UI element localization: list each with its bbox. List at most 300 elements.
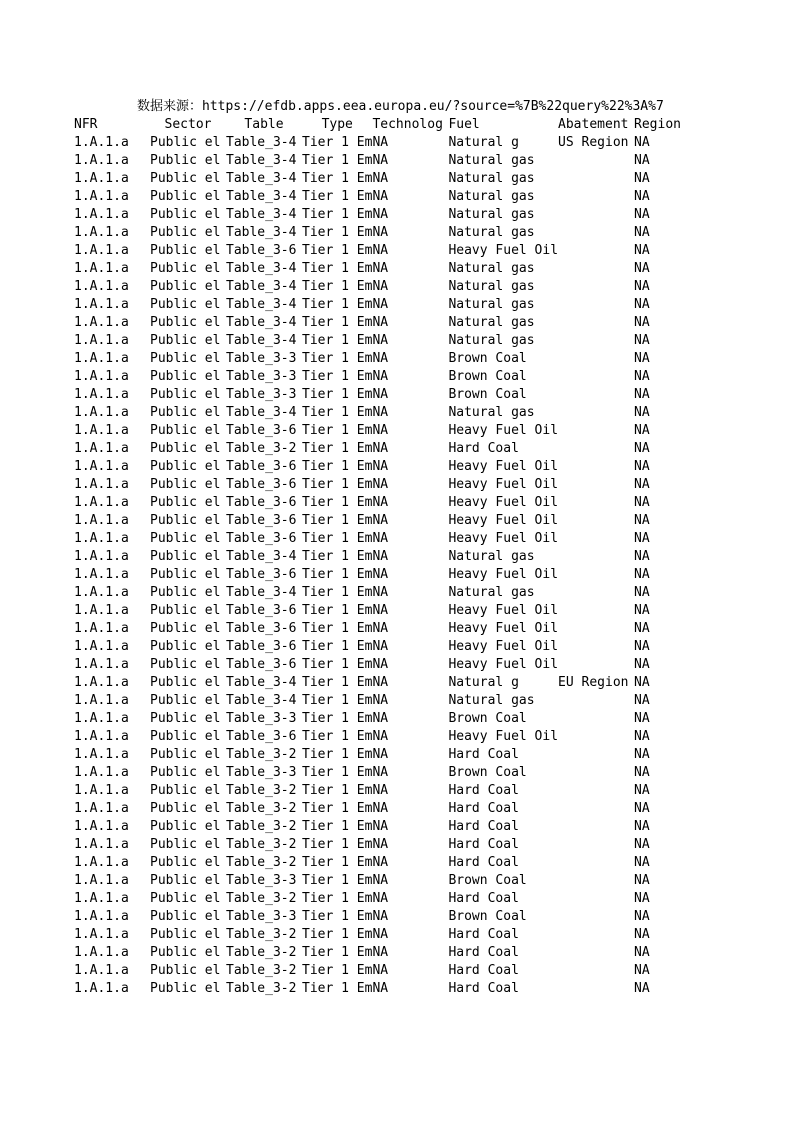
cell-type: Tier 1 Em: [302, 315, 373, 330]
cell-technology: NA: [372, 693, 389, 708]
cell-fuel: Hard Coal: [448, 963, 519, 978]
cell-sector: Public el: [150, 549, 221, 564]
cell-fuel: Natural gas: [448, 585, 535, 600]
cell-type: Tier 1 Em: [302, 513, 373, 528]
cell-region: NA: [634, 153, 650, 168]
cell-technology: NA: [372, 639, 389, 654]
cell-table: Table_3-4: [226, 207, 297, 222]
cell-table: Table_3-6: [226, 657, 297, 672]
cell-type: Tier 1 Em: [302, 405, 373, 420]
cell-sector: Public el: [150, 297, 221, 312]
cell-region: NA: [634, 369, 650, 384]
cell-type: Tier 1 Em: [302, 747, 373, 762]
cell-sector: Public el: [150, 693, 221, 708]
table-row: [74, 260, 704, 278]
table-row: [74, 368, 704, 386]
cell-region: NA: [634, 495, 650, 510]
cell-region: NA: [634, 387, 650, 402]
table-row: [74, 962, 704, 980]
cell-nfr: 1.A.1.a: [74, 315, 129, 330]
cell-technology: NA: [372, 405, 389, 420]
cell-fuel: Heavy Fuel Oil: [448, 657, 559, 672]
cell-nfr: 1.A.1.a: [74, 495, 129, 510]
cell-nfr: 1.A.1.a: [74, 873, 129, 888]
cell-abatement: [558, 260, 634, 278]
cell-fuel: Heavy Fuel Oil: [448, 495, 559, 510]
cell-sector: Public el: [150, 207, 221, 222]
cell-abatement: [558, 764, 634, 782]
cell-nfr: 1.A.1.a: [74, 909, 129, 924]
cell-nfr: 1.A.1.a: [74, 729, 129, 744]
cell-table: Table_3-2: [226, 927, 297, 942]
cell-table: Table_3-6: [226, 567, 297, 582]
cell-nfr: 1.A.1.a: [74, 855, 129, 870]
cell-sector: Public el: [150, 603, 221, 618]
cell-nfr: 1.A.1.a: [74, 819, 129, 834]
cell-type: Tier 1 Em: [302, 891, 373, 906]
header-fuel: Fuel: [448, 117, 480, 132]
cell-technology: NA: [372, 783, 389, 798]
cell-nfr: 1.A.1.a: [74, 765, 129, 780]
cell-fuel: Brown Coal: [448, 369, 527, 384]
cell-nfr: 1.A.1.a: [74, 243, 129, 258]
cell-abatement: [558, 890, 634, 908]
cell-technology: NA: [372, 369, 389, 384]
cell-technology: NA: [372, 297, 389, 312]
cell-region: NA: [634, 963, 650, 978]
cell-abatement: [558, 548, 634, 566]
cell-abatement: [558, 638, 634, 656]
cell-region: NA: [634, 855, 650, 870]
cell-fuel: Natural gas: [448, 225, 535, 240]
cell-fuel: Natural gas: [448, 333, 535, 348]
cell-abatement: [558, 818, 634, 836]
cell-nfr: 1.A.1.a: [74, 423, 129, 438]
cell-technology: NA: [372, 513, 389, 528]
cell-abatement: [558, 728, 634, 746]
table-row: [74, 296, 704, 314]
header-table: Table: [244, 117, 284, 132]
cell-type: Tier 1 Em: [302, 369, 373, 384]
table-row: [74, 872, 704, 890]
table-row: [74, 818, 704, 836]
cell-technology: NA: [372, 423, 389, 438]
cell-abatement: [558, 872, 634, 890]
cell-table: Table_3-2: [226, 855, 297, 870]
cell-abatement: [558, 656, 634, 674]
cell-technology: NA: [372, 261, 389, 276]
cell-sector: Public el: [150, 333, 221, 348]
cell-sector: Public el: [150, 837, 221, 852]
table-row: [74, 674, 704, 692]
cell-technology: NA: [372, 855, 389, 870]
cell-nfr: 1.A.1.a: [74, 261, 129, 276]
cell-sector: Public el: [150, 855, 221, 870]
cell-region: NA: [634, 207, 650, 222]
cell-nfr: 1.A.1.a: [74, 459, 129, 474]
cell-type: Tier 1 Em: [302, 333, 373, 348]
cell-region: NA: [634, 837, 650, 852]
cell-nfr: 1.A.1.a: [74, 945, 129, 960]
cell-sector: Public el: [150, 261, 221, 276]
cell-technology: NA: [372, 567, 389, 582]
cell-nfr: 1.A.1.a: [74, 477, 129, 492]
cell-type: Tier 1 Em: [302, 909, 373, 924]
table-row: [74, 638, 704, 656]
cell-type: Tier 1 Em: [302, 207, 373, 222]
table-row: [74, 332, 704, 350]
cell-nfr: 1.A.1.a: [74, 963, 129, 978]
cell-region: NA: [634, 333, 650, 348]
cell-type: Tier 1 Em: [302, 477, 373, 492]
table-row: [74, 386, 704, 404]
cell-abatement: [558, 368, 634, 386]
cell-technology: NA: [372, 315, 389, 330]
cell-region: NA: [634, 693, 650, 708]
cell-type: Tier 1 Em: [302, 963, 373, 978]
cell-type: Tier 1 Em: [302, 171, 373, 186]
cell-nfr: 1.A.1.a: [74, 207, 129, 222]
table-row: [74, 620, 704, 638]
table-row: [74, 494, 704, 512]
cell-type: Tier 1 Em: [302, 225, 373, 240]
cell-fuel: Heavy Fuel Oil: [448, 639, 559, 654]
table-row: [74, 836, 704, 854]
cell-fuel: Hard Coal: [448, 747, 519, 762]
cell-fuel: Heavy Fuel Oil: [448, 729, 559, 744]
cell-fuel: Heavy Fuel Oil: [448, 621, 559, 636]
cell-fuel: Hard Coal: [448, 801, 519, 816]
table-row: [74, 188, 704, 206]
cell-type: Tier 1 Em: [302, 729, 373, 744]
cell-nfr: 1.A.1.a: [74, 405, 129, 420]
cell-table: Table_3-4: [226, 333, 297, 348]
cell-abatement: [558, 476, 634, 494]
table-row: [74, 404, 704, 422]
cell-region: NA: [634, 405, 650, 420]
cell-sector: Public el: [150, 153, 221, 168]
cell-fuel: Brown Coal: [448, 765, 527, 780]
cell-table: Table_3-2: [226, 441, 297, 456]
cell-nfr: 1.A.1.a: [74, 369, 129, 384]
cell-type: Tier 1 Em: [302, 783, 373, 798]
cell-sector: Public el: [150, 981, 221, 996]
cell-fuel: Natural gas: [448, 693, 535, 708]
cell-table: Table_3-6: [226, 477, 297, 492]
cell-technology: NA: [372, 729, 389, 744]
cell-region: NA: [634, 279, 650, 294]
cell-abatement: [558, 278, 634, 296]
cell-type: Tier 1 Em: [302, 441, 373, 456]
cell-sector: Public el: [150, 927, 221, 942]
cell-sector: Public el: [150, 711, 221, 726]
cell-type: Tier 1 Em: [302, 927, 373, 942]
cell-nfr: 1.A.1.a: [74, 351, 129, 366]
cell-nfr: 1.A.1.a: [74, 711, 129, 726]
cell-abatement: [558, 188, 634, 206]
cell-nfr: 1.A.1.a: [74, 585, 129, 600]
cell-abatement: EU Region: [558, 675, 629, 690]
cell-table: Table_3-2: [226, 945, 297, 960]
cell-table: Table_3-4: [226, 153, 297, 168]
cell-sector: Public el: [150, 171, 221, 186]
cell-type: Tier 1 Em: [302, 819, 373, 834]
cell-abatement: [558, 602, 634, 620]
cell-region: NA: [634, 459, 650, 474]
cell-table: Table_3-4: [226, 225, 297, 240]
cell-abatement: [558, 332, 634, 350]
header-type: Type: [321, 117, 353, 132]
cell-table: Table_3-3: [226, 369, 297, 384]
cell-fuel: Hard Coal: [448, 855, 519, 870]
cell-region: NA: [634, 585, 650, 600]
cell-region: NA: [634, 945, 650, 960]
cell-abatement: [558, 242, 634, 260]
cell-type: Tier 1 Em: [302, 549, 373, 564]
cell-region: NA: [634, 171, 650, 186]
table-row: [74, 314, 704, 332]
cell-sector: Public el: [150, 747, 221, 762]
cell-table: Table_3-4: [226, 261, 297, 276]
cell-fuel: Hard Coal: [448, 891, 519, 906]
cell-table: Table_3-6: [226, 729, 297, 744]
cell-sector: Public el: [150, 387, 221, 402]
cell-nfr: 1.A.1.a: [74, 387, 129, 402]
cell-technology: NA: [372, 243, 389, 258]
cell-abatement: [558, 206, 634, 224]
cell-table: Table_3-3: [226, 387, 297, 402]
cell-sector: Public el: [150, 675, 221, 690]
cell-abatement: [558, 710, 634, 728]
cell-type: Tier 1 Em: [302, 243, 373, 258]
cell-abatement: [558, 314, 634, 332]
cell-technology: NA: [372, 351, 389, 366]
cell-fuel: Natural gas: [448, 405, 535, 420]
cell-technology: NA: [372, 549, 389, 564]
cell-technology: NA: [372, 801, 389, 816]
cell-abatement: [558, 746, 634, 764]
cell-type: Tier 1 Em: [302, 639, 373, 654]
cell-region: NA: [634, 567, 650, 582]
cell-sector: Public el: [150, 621, 221, 636]
cell-sector: Public el: [150, 819, 221, 834]
cell-region: NA: [634, 711, 650, 726]
cell-region: NA: [634, 189, 650, 204]
cell-nfr: 1.A.1.a: [74, 837, 129, 852]
cell-region: NA: [634, 765, 650, 780]
header-row: [74, 116, 704, 134]
cell-sector: Public el: [150, 495, 221, 510]
cell-table: Table_3-6: [226, 513, 297, 528]
cell-region: NA: [634, 981, 650, 996]
table-row: [74, 926, 704, 944]
header-abatement: Abatement: [558, 117, 629, 132]
cell-sector: Public el: [150, 801, 221, 816]
cell-region: NA: [634, 243, 650, 258]
cell-type: Tier 1 Em: [302, 765, 373, 780]
table-row: [74, 764, 704, 782]
cell-sector: Public el: [150, 459, 221, 474]
cell-table: Table_3-6: [226, 495, 297, 510]
cell-fuel: Brown Coal: [448, 387, 527, 402]
cell-nfr: 1.A.1.a: [74, 657, 129, 672]
table-row: [74, 530, 704, 548]
cell-fuel: Natural gas: [448, 171, 535, 186]
table-row: [74, 710, 704, 728]
table-row: [74, 440, 704, 458]
cell-technology: NA: [372, 909, 389, 924]
cell-abatement: [558, 512, 634, 530]
cell-nfr: 1.A.1.a: [74, 639, 129, 654]
cell-nfr: 1.A.1.a: [74, 189, 129, 204]
cell-technology: NA: [372, 333, 389, 348]
cell-fuel: Hard Coal: [448, 783, 519, 798]
cell-region: NA: [634, 315, 650, 330]
cell-abatement: [558, 170, 634, 188]
cell-technology: NA: [372, 621, 389, 636]
cell-type: Tier 1 Em: [302, 189, 373, 204]
table-row: [74, 854, 704, 872]
cell-region: NA: [634, 657, 650, 672]
cell-fuel: Hard Coal: [448, 441, 519, 456]
cell-region: NA: [634, 351, 650, 366]
cell-abatement: [558, 584, 634, 602]
table-row: [74, 458, 704, 476]
cell-abatement: [558, 350, 634, 368]
cell-type: Tier 1 Em: [302, 711, 373, 726]
cell-sector: Public el: [150, 441, 221, 456]
header-technology: Technolog: [372, 117, 443, 132]
cell-nfr: 1.A.1.a: [74, 441, 129, 456]
cell-abatement: [558, 404, 634, 422]
cell-technology: NA: [372, 279, 389, 294]
table-row: [74, 800, 704, 818]
cell-abatement: [558, 692, 634, 710]
cell-sector: Public el: [150, 909, 221, 924]
cell-technology: NA: [372, 981, 389, 996]
cell-fuel: Brown Coal: [448, 711, 527, 726]
cell-fuel: Heavy Fuel Oil: [448, 459, 559, 474]
cell-fuel: Hard Coal: [448, 981, 519, 996]
cell-abatement: [558, 854, 634, 872]
cell-region: NA: [634, 621, 650, 636]
cell-region: NA: [634, 747, 650, 762]
cell-technology: NA: [372, 675, 389, 690]
cell-technology: NA: [372, 531, 389, 546]
cell-abatement: [558, 458, 634, 476]
cell-technology: NA: [372, 207, 389, 222]
cell-sector: Public el: [150, 405, 221, 420]
cell-region: NA: [634, 549, 650, 564]
cell-sector: Public el: [150, 729, 221, 744]
cell-nfr: 1.A.1.a: [74, 981, 129, 996]
cell-type: Tier 1 Em: [302, 153, 373, 168]
cell-sector: Public el: [150, 783, 221, 798]
cell-technology: NA: [372, 837, 389, 852]
cell-fuel: Heavy Fuel Oil: [448, 531, 559, 546]
cell-table: Table_3-3: [226, 873, 297, 888]
cell-sector: Public el: [150, 423, 221, 438]
cell-technology: NA: [372, 873, 389, 888]
cell-technology: NA: [372, 711, 389, 726]
table-row: [74, 746, 704, 764]
cell-region: NA: [634, 801, 650, 816]
cell-sector: Public el: [150, 891, 221, 906]
cell-technology: NA: [372, 189, 389, 204]
cell-fuel: Heavy Fuel Oil: [448, 567, 559, 582]
cell-technology: NA: [372, 945, 389, 960]
cell-region: NA: [634, 927, 650, 942]
cell-table: Table_3-6: [226, 459, 297, 474]
cell-region: NA: [634, 441, 650, 456]
cell-fuel: Brown Coal: [448, 909, 527, 924]
cell-table: Table_3-3: [226, 765, 297, 780]
cell-abatement: [558, 386, 634, 404]
cell-sector: Public el: [150, 369, 221, 384]
cell-fuel: Hard Coal: [448, 945, 519, 960]
cell-technology: NA: [372, 153, 389, 168]
cell-region: NA: [634, 513, 650, 528]
cell-type: Tier 1 Em: [302, 387, 373, 402]
cell-type: Tier 1 Em: [302, 801, 373, 816]
cell-fuel: Brown Coal: [448, 351, 527, 366]
cell-fuel: Natural gas: [448, 207, 535, 222]
cell-abatement: [558, 566, 634, 584]
cell-region: NA: [634, 423, 650, 438]
cell-table: Table_3-6: [226, 621, 297, 636]
cell-technology: NA: [372, 225, 389, 240]
cell-sector: Public el: [150, 945, 221, 960]
cell-table: Table_3-6: [226, 639, 297, 654]
cell-sector: Public el: [150, 765, 221, 780]
table-row: [74, 584, 704, 602]
cell-region: NA: [634, 225, 650, 240]
cell-nfr: 1.A.1.a: [74, 333, 129, 348]
cell-type: Tier 1 Em: [302, 567, 373, 582]
cell-nfr: 1.A.1.a: [74, 927, 129, 942]
cell-region: NA: [634, 135, 650, 150]
cell-type: Tier 1 Em: [302, 945, 373, 960]
cell-region: NA: [634, 639, 650, 654]
cell-abatement: [558, 620, 634, 638]
cell-technology: NA: [372, 765, 389, 780]
cell-abatement: [558, 980, 634, 998]
cell-table: Table_3-4: [226, 297, 297, 312]
cell-type: Tier 1 Em: [302, 531, 373, 546]
cell-type: Tier 1 Em: [302, 855, 373, 870]
cell-table: Table_3-4: [226, 135, 297, 150]
table-row: [74, 170, 704, 188]
cell-fuel: Natural gas: [448, 297, 535, 312]
cell-region: NA: [634, 603, 650, 618]
cell-fuel: Heavy Fuel Oil: [448, 243, 559, 258]
cell-type: Tier 1 Em: [302, 585, 373, 600]
cell-table: Table_3-2: [226, 981, 297, 996]
table-row: [74, 512, 704, 530]
cell-table: Table_3-3: [226, 351, 297, 366]
cell-type: Tier 1 Em: [302, 261, 373, 276]
cell-fuel: Natural g: [448, 675, 519, 690]
cell-technology: NA: [372, 477, 389, 492]
cell-table: Table_3-4: [226, 279, 297, 294]
cell-table: Table_3-4: [226, 171, 297, 186]
cell-type: Tier 1 Em: [302, 423, 373, 438]
cell-type: Tier 1 Em: [302, 351, 373, 366]
cell-fuel: Natural gas: [448, 549, 535, 564]
cell-region: NA: [634, 675, 650, 690]
cell-nfr: 1.A.1.a: [74, 621, 129, 636]
cell-sector: Public el: [150, 531, 221, 546]
